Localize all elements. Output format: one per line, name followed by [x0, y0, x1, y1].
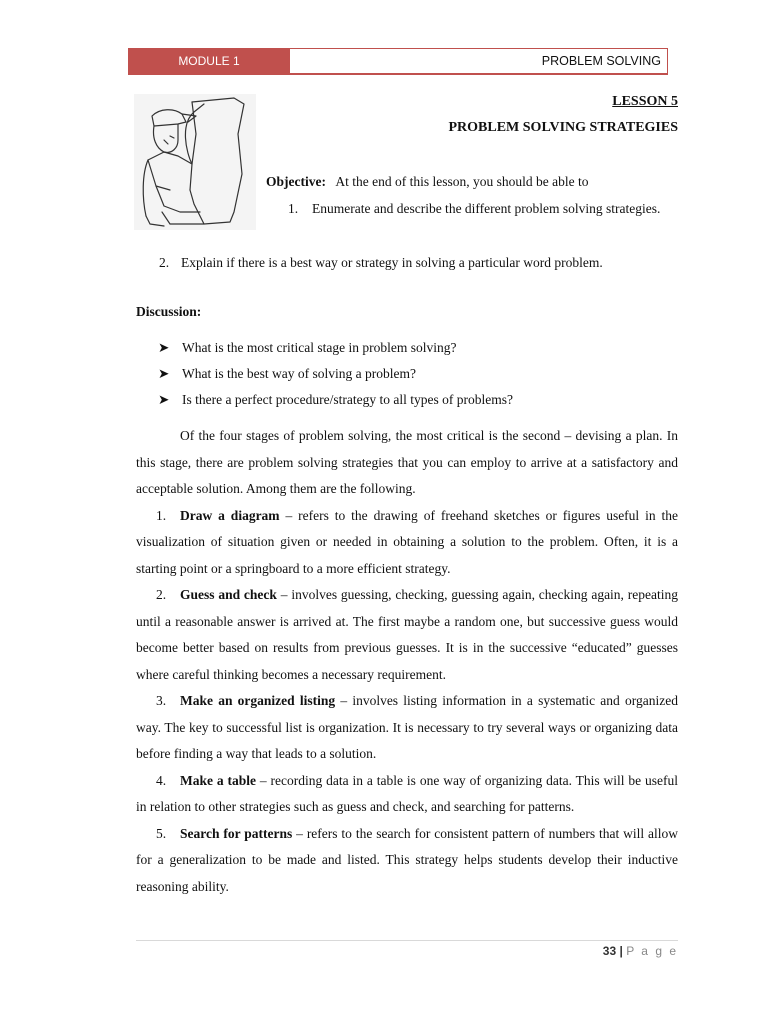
objective-intro: At the end of this lesson, you should be able to: [335, 174, 589, 189]
objective-item-2-num: 2.: [159, 255, 170, 270]
question-text-1: What is the most critical stage in problem solving?: [182, 340, 457, 355]
strategy-name: Search for patterns: [180, 825, 293, 841]
question-item-1: [158, 335, 456, 362]
lesson-title: PROBLEM SOLVING STRATEGIES: [448, 120, 678, 135]
page-label: P a g e: [626, 944, 678, 958]
lesson-number: LESSON 5: [612, 94, 678, 109]
question-text-2: What is the best way of solving a problem?: [182, 366, 416, 381]
question-item-2: [158, 361, 416, 388]
page-number: 33: [602, 944, 617, 958]
strategy-item-3: [136, 688, 678, 768]
strategy-item-1: [136, 503, 678, 583]
strategy-num: 4.: [156, 772, 167, 788]
strategy-name: Make an organized listing: [180, 693, 336, 708]
question-text-3: Is there a perfect procedure/strategy to all types of problems?: [182, 392, 513, 407]
strategy-desc: – involves listing information in a systematic and organized way. The key to successful list is organization. It is necessary to try several ways or organizing data before finding a way that leads to a solution.: [136, 693, 678, 761]
footer-separator: |: [619, 944, 623, 958]
arrow-bullet-icon: ➤: [158, 392, 170, 407]
objective-item-1-num: 1.: [288, 201, 299, 216]
strategy-item-4: [136, 768, 678, 821]
person-holding-chart-illustration: [134, 94, 256, 230]
arrow-bullet-icon: ➤: [158, 340, 170, 355]
header-section-title: PROBLEM SOLVING: [290, 48, 668, 75]
footer-divider: [136, 940, 678, 941]
strategy-item-5: [136, 821, 678, 901]
objective-item-1: [288, 196, 702, 223]
objective-line: [266, 169, 678, 196]
discussion-body: [136, 423, 678, 900]
objective-item-2: [159, 250, 678, 277]
objective-label: Objective:: [266, 174, 326, 189]
question-item-3: [158, 387, 513, 414]
strategy-item-2: [136, 582, 678, 688]
strategy-desc: – involves guessing, checking, guessing again, checking again, repeating until a reasonable answer is arrived at. The first maybe a random one, but successive guess would become better based on results from previous guesses. It is in the successive “educated” guesses where careful thinking becomes a necessary requirement.: [136, 587, 678, 682]
strategy-num: 2.: [156, 587, 167, 602]
strategy-name: Make a table: [180, 772, 257, 788]
strategy-desc: – refers to the drawing of freehand sketches or figures useful in the visualization of situation given or needed in obtaining a solution to the problem. Often, it is a starting point or a springboard to a more efficient strategy.: [136, 507, 678, 576]
discussion-label: Discussion:: [136, 304, 202, 319]
strategy-desc: – recording data in a table is one way of organizing data. This will be useful in relation to other strategies such as guess and check, and searching for patterns.: [136, 772, 678, 814]
strategy-num: 5.: [156, 825, 167, 841]
discussion-intro-paragraph: Of the four stages of problem solving, the most critical is the second – devising a plan. In this stage, there are problem solving strategies that you can employ to arrive at a satisfactory and acceptable solution. Among them are the following.: [136, 428, 678, 496]
strategy-num: 3.: [156, 693, 167, 708]
header-module-label: MODULE 1: [128, 48, 290, 75]
objective-item-1-text: Enumerate and describe the different problem solving strategies.: [312, 201, 661, 216]
arrow-bullet-icon: ➤: [158, 366, 170, 381]
page-footer: [603, 944, 678, 958]
strategy-name: Guess and check: [180, 587, 277, 602]
strategy-num: 1.: [156, 507, 167, 523]
objective-item-2-text: Explain if there is a best way or strategy in solving a particular word problem.: [181, 255, 603, 270]
strategy-name: Draw a diagram: [180, 507, 280, 523]
strategy-desc: – refers to the search for consistent pattern of numbers that will allow for a generalization to be made and listed. This strategy helps students develop their inductive reasoning ability.: [136, 825, 678, 894]
